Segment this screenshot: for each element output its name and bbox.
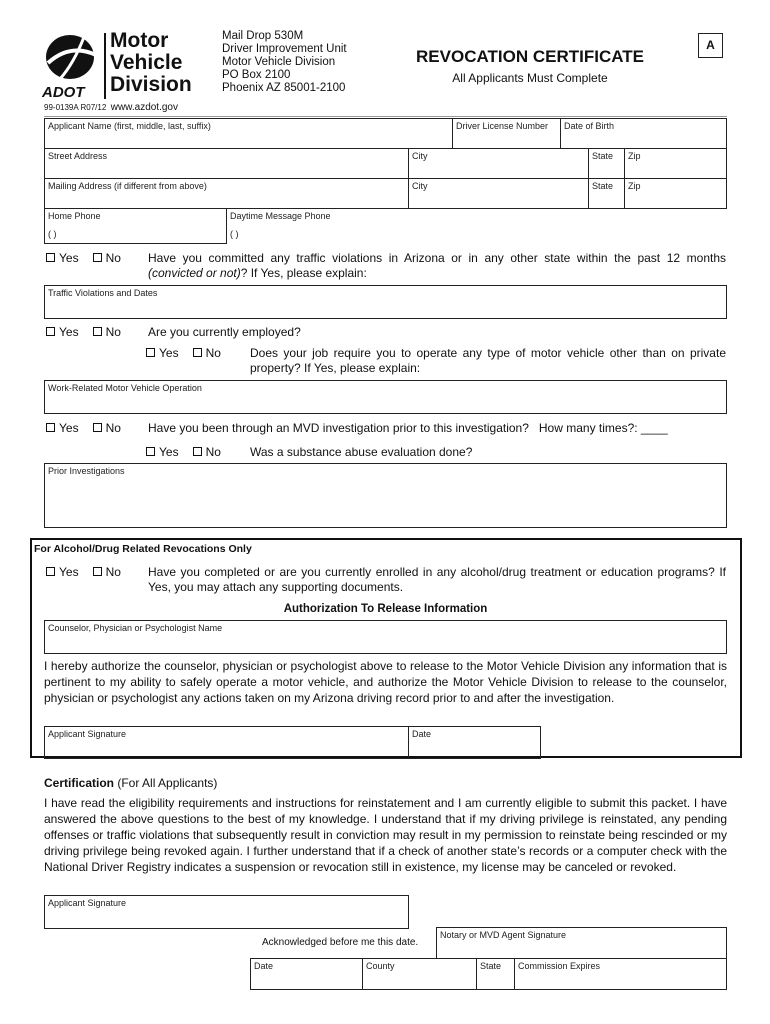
q3-yes-checkbox[interactable] [46, 421, 79, 435]
state-field[interactable] [588, 148, 625, 179]
q3-yes-no [46, 421, 121, 435]
q1-text: Have you committed any traffic violations in Arizona or in any other state within the past 12 months [148, 251, 726, 265]
field-label: City [412, 151, 428, 161]
field-label: Commission Expires [518, 961, 601, 971]
address-line: PO Box 2100 [222, 69, 291, 81]
address-line: Driver Improvement Unit [222, 43, 347, 55]
alcohol-section-heading: For Alcohol/Drug Related Revocations Only [34, 543, 252, 555]
mailing-zip-field[interactable] [624, 178, 727, 209]
authorization-text: I hereby authorize the counselor, physician or psychologist above to release to the Motor Vehicle Division any information that is pertinent to my ability to safely operate a motor vehicle, and authorize the Motor Vehicle Division to release to the counselor, physician or psychologist any actions taken on my Arizona driving record prior to and after the investigation. [44, 659, 727, 705]
yes-label: Yes [159, 445, 179, 459]
area-code-paren: ( ) [48, 229, 57, 239]
q3-question: Have you been through an MVD investigation prior to this investigation? How many times?: ____ [148, 421, 668, 435]
q1-question [148, 251, 726, 281]
notary-state-field[interactable] [476, 958, 515, 990]
field-label: Daytime Message Phone [230, 211, 331, 221]
field-label: Mailing Address (if different from above) [48, 181, 207, 191]
adot-logo-icon [40, 33, 102, 99]
q2-yes-no [46, 325, 121, 339]
address-line: Mail Drop 530M [222, 30, 304, 42]
certification-signature-field[interactable] [44, 895, 409, 929]
logo-line: Division [110, 73, 192, 96]
area-code-paren: ( ) [230, 229, 239, 239]
q1-text-end: ? If Yes, please explain: [240, 266, 367, 280]
applicant-name-field[interactable] [44, 118, 453, 149]
q2-sub-no-checkbox[interactable] [193, 346, 221, 360]
no-label: No [105, 421, 121, 435]
q3-sub-yes-checkbox[interactable] [146, 445, 179, 459]
field-label: County [366, 961, 395, 971]
certification-title: Certification [44, 776, 115, 790]
field-label: Home Phone [48, 211, 101, 221]
alcohol-yes-no [46, 565, 121, 579]
q3-sub-yes-no [146, 445, 221, 459]
mailing-state-field[interactable] [588, 178, 625, 209]
q1-no-checkbox[interactable] [93, 251, 121, 265]
alcohol-question: Have you completed or are you currently enrolled in any alcohol/drug treatment or education programs? If Yes, you may attach any supporting documents. [148, 565, 726, 594]
no-label: No [205, 346, 221, 360]
q1-emphasis: (convicted or not) [148, 266, 241, 280]
mailing-city-field[interactable] [408, 178, 589, 209]
logo-line: Vehicle [110, 51, 183, 74]
street-address-field[interactable] [44, 148, 409, 179]
field-label: City [412, 181, 428, 191]
certification-text: I have read the eligibility requirements and instructions for reinstatement and I am currently eligible to submit this packet. I have answered the above questions to the best of my knowledge. I understand that if my driving privilege is reinstated, any pending offenses or traffic violations that subsequently result in conviction may result in my permission to reinstate being rescinded or my driving privilege being revoked again. I further understand that if a check of another state’s records or a computer check with the National Driver Registry indicates a suspension or revocation still in existence, my license may be canceled or revoked. [44, 796, 727, 874]
field-label: Date of Birth [564, 121, 615, 131]
address-line: Phoenix AZ 85001-2100 [222, 82, 346, 94]
certification-heading [44, 776, 217, 790]
q2-no-checkbox[interactable] [93, 325, 121, 339]
field-label: Notary or MVD Agent Signature [440, 930, 567, 940]
home-phone-field[interactable] [44, 208, 227, 244]
field-label: Date [254, 961, 274, 971]
field-label: Zip [628, 151, 641, 161]
field-label: Prior Investigations [48, 466, 125, 476]
notary-date-field[interactable] [250, 958, 363, 990]
page-subtitle: All Applicants Must Complete [452, 71, 608, 85]
form-number [44, 102, 178, 113]
q3-no-checkbox[interactable] [93, 421, 121, 435]
driver-license-field[interactable] [452, 118, 561, 149]
yes-label: Yes [59, 251, 79, 265]
logo-line: Motor [110, 29, 169, 52]
logo-divider [104, 33, 106, 99]
field-label: Applicant Signature [48, 729, 127, 739]
q3-sub-no-checkbox[interactable] [193, 445, 221, 459]
q1-yes-checkbox[interactable] [46, 251, 79, 265]
field-label: Street Address [48, 151, 108, 161]
alcohol-date-field[interactable] [408, 726, 541, 759]
field-label: Zip [628, 181, 641, 191]
q2-yes-checkbox[interactable] [46, 325, 79, 339]
field-label: Applicant Name (first, middle, last, suffix) [48, 121, 211, 131]
no-label: No [205, 445, 221, 459]
field-label: Applicant Signature [48, 898, 127, 908]
no-label: No [105, 565, 121, 579]
commission-expires-field[interactable] [514, 958, 727, 990]
traffic-violations-field[interactable] [44, 285, 727, 319]
logo-wordmark [110, 30, 192, 96]
city-field[interactable] [408, 148, 589, 179]
authorization-heading: Authorization To Release Information [283, 603, 488, 615]
q2-sub-yes-checkbox[interactable] [146, 346, 179, 360]
alcohol-no-checkbox[interactable] [93, 565, 121, 579]
no-label: No [105, 325, 121, 339]
field-label: Driver License Number [456, 121, 549, 131]
field-label: State [592, 151, 614, 161]
zip-field[interactable] [624, 148, 727, 179]
mailing-address [222, 30, 347, 95]
yes-label: Yes [59, 325, 79, 339]
field-label: Traffic Violations and Dates [48, 288, 158, 298]
form-number-text: 99-0139A R07/12 [44, 103, 107, 112]
q2-sub-yes-no [146, 346, 221, 360]
field-label: Work-Related Motor Vehicle Operation [48, 383, 202, 393]
county-field[interactable] [362, 958, 477, 990]
counselor-name-field[interactable] [44, 620, 727, 654]
alcohol-yes-checkbox[interactable] [46, 565, 79, 579]
certification-note: (For All Applicants) [117, 776, 218, 790]
yes-label: Yes [159, 346, 179, 360]
field-label: Counselor, Physician or Psychologist Name [48, 623, 223, 633]
prior-investigations-field[interactable] [44, 463, 727, 528]
daytime-phone-field[interactable] [226, 208, 411, 244]
field-label: State [480, 961, 502, 971]
work-vehicle-field[interactable] [44, 380, 727, 414]
field-label: State [592, 181, 614, 191]
q2-question: Are you currently employed? [148, 325, 301, 339]
page-title: REVOCATION CERTIFICATE [416, 47, 644, 66]
q1-yes-no [46, 251, 121, 265]
q2-sub-question: Does your job require you to operate any type of motor vehicle other than on private property? If Yes, please explain: [250, 346, 726, 375]
no-label: No [105, 251, 121, 265]
address-line: Motor Vehicle Division [222, 56, 336, 68]
dob-field[interactable] [560, 118, 727, 149]
form-letter-box: A [698, 33, 723, 58]
yes-label: Yes [59, 565, 79, 579]
notary-signature-field[interactable] [436, 927, 727, 959]
header-divider [44, 116, 727, 117]
mailing-address-field[interactable] [44, 178, 409, 209]
field-label: Date [412, 729, 432, 739]
alcohol-signature-field[interactable] [44, 726, 409, 759]
yes-label: Yes [59, 421, 79, 435]
q3-sub-question: Was a substance abuse evaluation done? [250, 445, 473, 459]
acknowledged-text: Acknowledged before me this date. [262, 937, 419, 948]
adot-logo-text: ADOT [42, 84, 85, 99]
website-link[interactable]: www.azdot.gov [110, 102, 178, 113]
